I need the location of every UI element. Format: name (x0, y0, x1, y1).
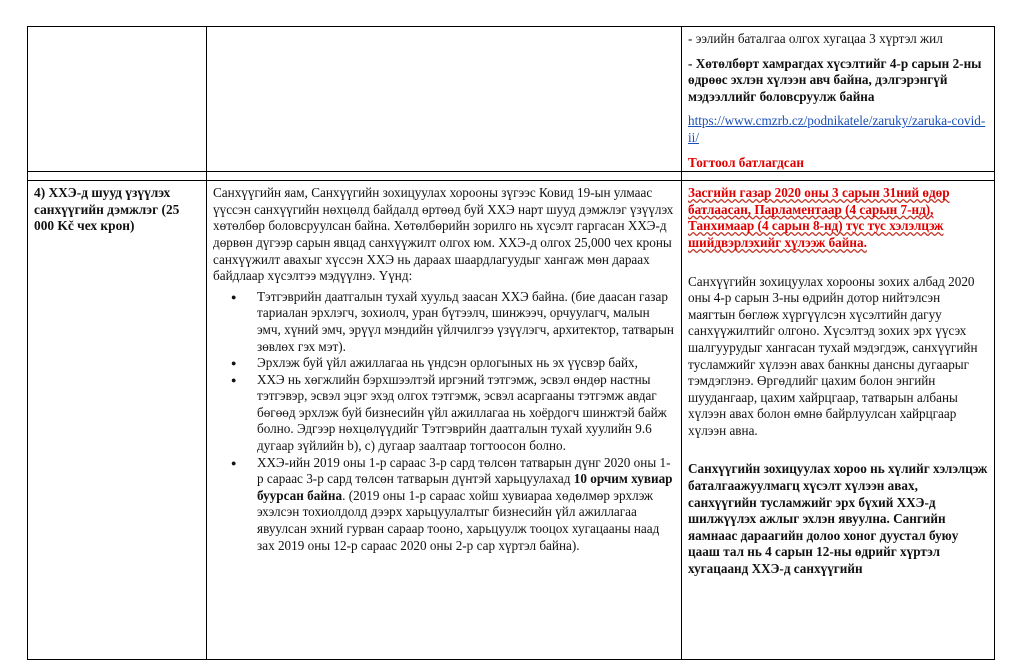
list-item: ● ХХЭ нь хөгжлийн бэрхшээлтэй иргэний тэтгэмж, эсвэл өндөр настны тэтгэвэр, эсвэл эцэг эхэд олгох тэтгэмж, эсвэл асаргааны тэтгэмж авдаг бөгөөд эрхлэж буй бизнесийн үйл ажиллагаа нь хоёрдогч шинжтэй байж болно. Эдгээр нөхцөлүүдийг Тэтгэврийн даатгалын тухай хуулийн 9.6 дугаар зүйлийн b), c) дугаар заалтаар тогтоосон болно. (257, 372, 676, 455)
row2-col2-cell (207, 181, 682, 660)
status-approved-text: Тогтоол батлагдсан (688, 154, 804, 170)
row1-col3-cell (682, 27, 995, 172)
row1-col2-cell (207, 27, 682, 172)
tax-decrease-highlight: 10 орчим хувиар буурсан байна (257, 471, 673, 503)
procedure-text: Санхүүгийн зохицуулах хорооны зохих албад 2020 оны 4-р сарын 3-ны өдрийн дотор нийтэлсэн маягтын бөглөж хүргүүлсэн хүсэлтийн дагуу санхүүжилтийг олгоно. Хүсэлтэд зохих эрх үүсэх шалгуурудыг хангасан тухай мэдэгдэж, санхүүгийн тусламжийг хүлээн авах банкны дансны дугаарыг тэмдэглэнэ. Өргөдлийг цахим болон энгийн шуудангаар, цахим хайрцгаар, татварын албаны хүлээн авах болон өмнө байрлуулсан хайрцгаар хүлээн авна. (688, 273, 978, 438)
row1-col1-cell (28, 27, 207, 172)
measure-heading: 4) ХХЭ-д шууд үзүүлэх санхүүгийн дэмжлэг (25 000 Kč чех крон) (34, 185, 180, 234)
disbursement-text: Санхүүгийн зохицуулах хороо нь хүлийг хэлэлцэж баталгаажуулмагц хүсэлт хүлээн авах, санхүүгийн тусламжийг эрх бүхий ХХЭ-д шилжүүлэх ажлыг эхлэн явуулна. Сангийн яамнаас дараагийн долоо хоног дуустал буюу цааш тал нь 4 сарын 12-ны өдрийг хүртэл хугацаанд ХХЭ-д санхүүгийн (688, 461, 988, 577)
requirements-list (213, 289, 676, 555)
tax-comparison-text: ХХЭ-ийн 2019 оны 1-р сараас 3-р сард төлсөн татварын дүнг 2020 оны 1-р сараас 3-р сард төлсөн татварын дүнтэй харьцуулахад (257, 454, 671, 487)
row2-col1-cell (28, 181, 207, 660)
measure-intro-text: Санхүүгийн яам, Санхүүгийн зохицуулах хорооны зүгээс Ковид 19-ын улмаас үүссэн санхүүгийн нөхцөлд байдалд өртөөд буй ХХЭ нарт шууд дэмжлэг үзүүлэх хөтөлбөр боловсруулсан байна. Хөтөлбөрийн зорилго нь хүсэлт гаргасан ХХЭ-д дөрвөн дүгээр сарын явцад санхүүжилт олгох юм. ХХЭ-д олгох 25,000 чех кроны санхүүжилт авахыг хүссэн ХХЭ нь дараах шаардлагуудыг хангаж мөн дараах байдлаар хүсэлтээ мэдүүлнэ. Үүнд: (213, 185, 674, 284)
list-item (257, 455, 676, 555)
row2-col3-cell (682, 181, 995, 660)
table-row (28, 181, 995, 660)
guarantee-term-line: - ээлийн баталгаа олгох хугацаа 3 хүртэл жил (688, 31, 943, 46)
program-intake-text: - Хөтөлбөрт хамрагдах хүсэлтийг 4-р сарын 2-ны өдрөөс эхлэн хүлээн авч байна, дэлгэрэнгүй мэдээллийг боловсруулж байна (688, 55, 982, 104)
tax-comparison-note: . (2019 оны 1-р сараас хойш хувиараа хөдөлмөр эрхлэж эхэлсэн тохиолдолд дээрх харьцуулалтыг бизнесийн үйл ажиллагаа явуулсан эхний гурван сараар тооно, харьцуулж тооцох хугацааны наад зах 2019 оны 12-р сараас 2020 оны 2-р сар хүртэл байна). (257, 487, 660, 553)
approval-status-text: Засгийн газар 2020 оны 3 сарын 31ний өдөр батлаасан, Парламентаар (4 сарын 7-нд), Танхимаар (4 сарын 8-нд) тус тус хэлэлцэж шийдвэрлэхийг хүлээж байна. (688, 185, 950, 250)
table-row (28, 27, 995, 172)
list-item: ● Эрхлэж буй үйл ажиллагаа нь үндсэн орлогыных нь эх үүсвэр байх, (257, 355, 676, 372)
document-table (27, 26, 995, 660)
separator-row (28, 172, 995, 181)
cmzrb-link[interactable]: https://www.cmzrb.cz/podnikatele/zaruky/zaruka-covid-ii/ (688, 113, 986, 145)
list-item: ● Тэтгэврийн даатгалын тухай хуульд заасан ХХЭ байна. (бие даасан газар тариалан эрхлэгч, зохиолч, уран бүтээлч, шинжээч, орчуулагч, малын эмч, хүний эмч, эрүүл мэндийн үйлчилгээ үзүүлэгч, архитектор, татварын зөвлөх гэх мэт). (257, 289, 676, 355)
